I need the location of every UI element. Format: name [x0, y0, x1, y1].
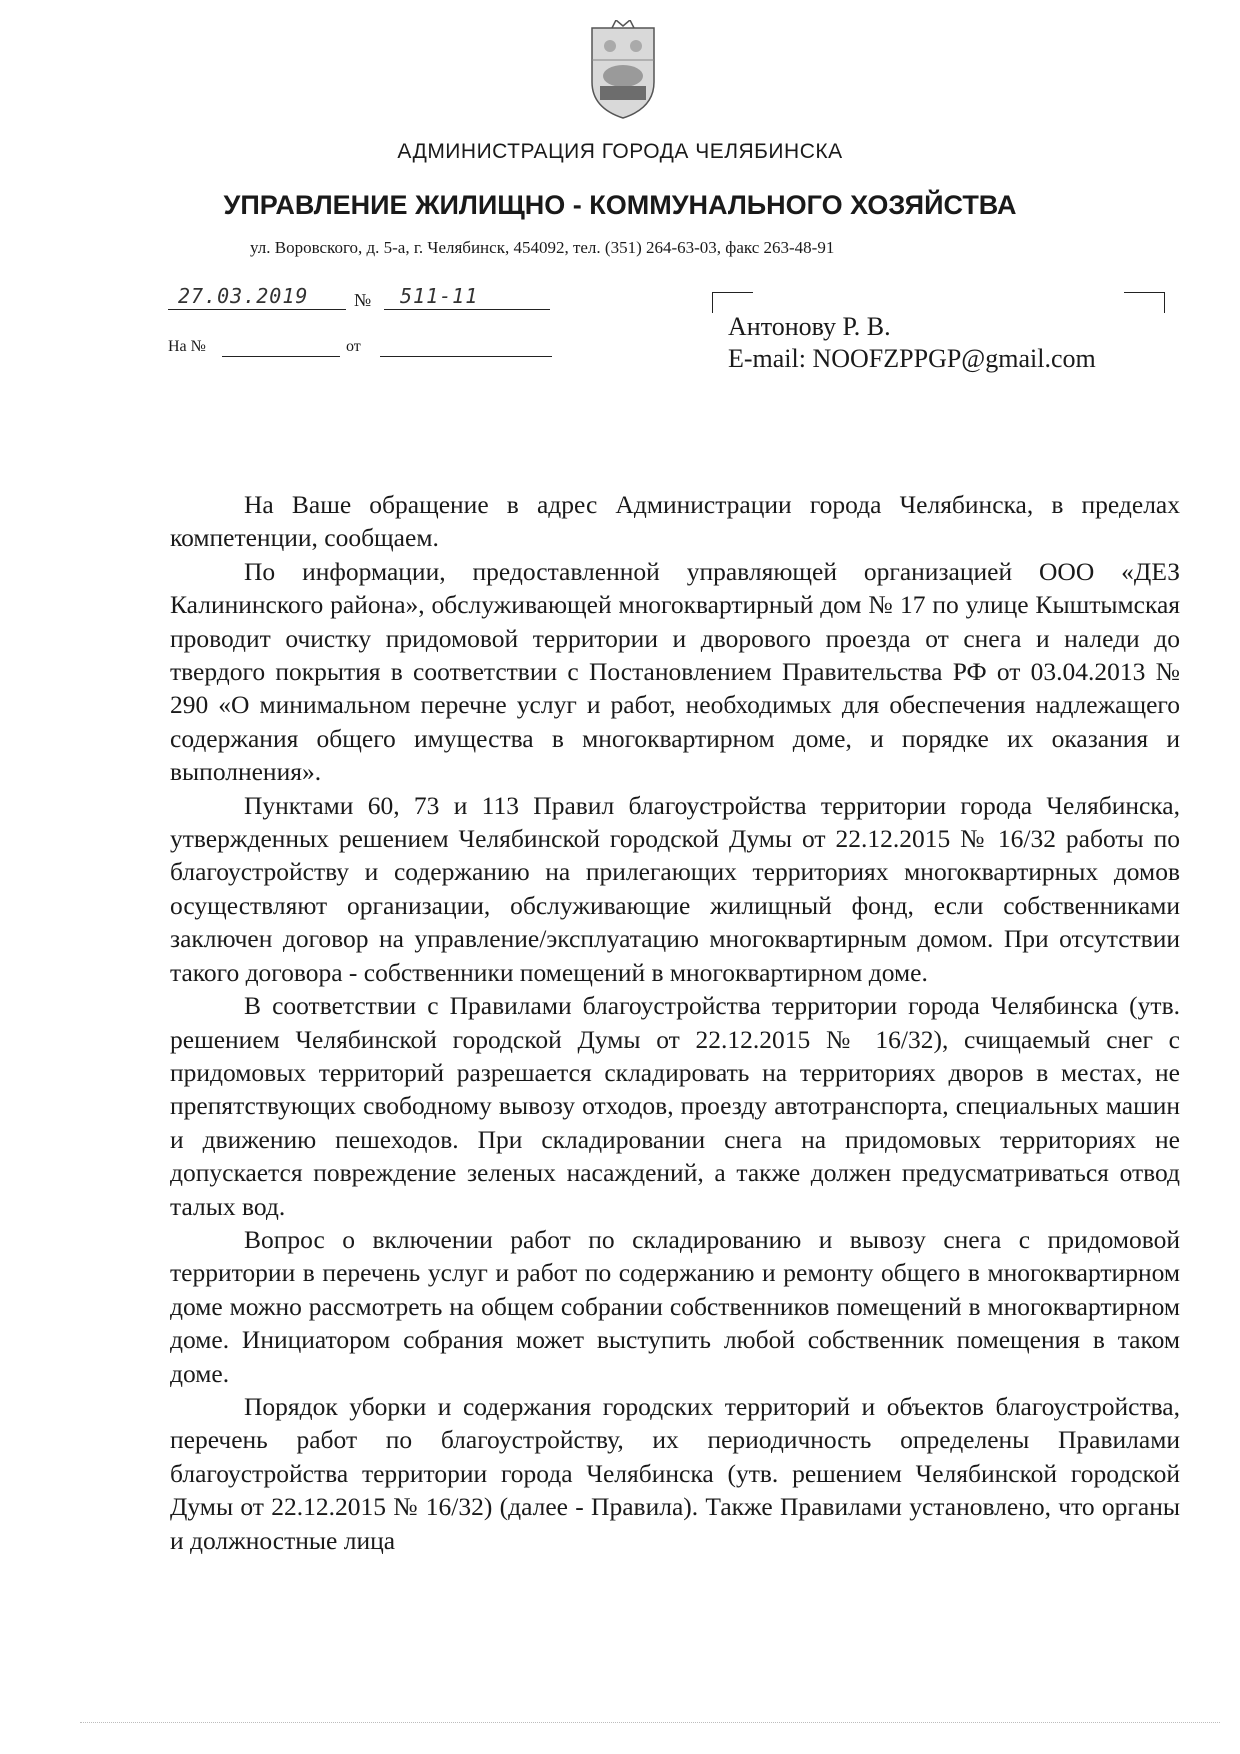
outgoing-number: 511-11	[400, 284, 479, 308]
outgoing-date: 27.03.2019	[178, 284, 309, 308]
body-paragraph: Вопрос о включении работ по складированию и вывозу снега с придомовой территории в перечень услуг и работ по содержанию и ремонту общего в многоквартирном доме можно рассмотреть на общем собрании собственников помещений в многоквартирном доме. Инициатором собрания может выступить любой собственник помещения в таком доме.	[170, 1224, 1180, 1388]
address-corner-right	[1124, 292, 1165, 313]
body-paragraph: Порядок уборки и содержания городских территорий и объектов благоустройства, перечень работ по благоустройству, их периодичность определены Правилами благоустройства территории города Челябинска (утв. решением Челябинской городской Думы от 22.12.2015 № 16/32) (далее - Правила). Также Правилами установлено, что органы и должностные лица	[170, 1391, 1180, 1555]
letter-body	[170, 488, 1180, 1557]
address-corner-left	[712, 292, 753, 313]
reply-date-underline	[380, 356, 552, 357]
reply-number-underline	[222, 356, 340, 357]
department-name: УПРАВЛЕНИЕ ЖИЛИЩНО - КОММУНАЛЬНОГО ХОЗЯЙСТВА	[223, 190, 1017, 220]
body-paragraph: Пунктами 60, 73 и 113 Правил благоустройства территории города Челябинска, утвержденных решением Челябинской городской Думы от 22.12.2015 № 16/32 работы по благоустройству и содержанию на прилегающих территориях многоквартирных домов осуществляют организации, обслуживающие жилищный фонд, если собственниками заключен договор на управление/эксплуатацию многоквартирным домом. При отсутствии такого договора - собственники помещений в многоквартирном доме.	[170, 790, 1180, 987]
number-underline	[384, 309, 550, 310]
body-paragraph: В соответствии с Правилами благоустройства территории города Челябинска (утв. решением Челябинской городской Думы от 22.12.2015 № 16/32), счищаемый снег с придомовых территорий разрешается складировать на территориях дворов в местах, не препятствующих свободному вывозу отходов, проезду автотранспорта, специальных машин и движению пешеходов. При складировании снега на придомовых территориях не допускается повреждение зеленых насаждений, а также должен предусматриваться отвод талых вод.	[170, 991, 1180, 1221]
coat-of-arms-icon	[582, 20, 664, 120]
date-underline	[168, 309, 346, 310]
department-address: ул. Воровского, д. 5-а, г. Челябинск, 454092, тел. (351) 264-63-03, факс 263-48-91	[250, 238, 835, 257]
body-paragraph: По информации, предоставленной управляющей организацией ООО «ДЕЗ Калининского района», обслуживающей многоквартирный дом № 17 по улице Кыштымская проводит очистку придомовой территории и дворового проезда от снега и наледи до твердого покрытия в соответствии с Постановлением Правительства РФ от 03.04.2013 № 290 «О минимальном перечне услуг и работ, необходимых для обеспечения надлежащего содержания общего имущества в многоквартирном доме, и порядке их оказания и выполнения».	[170, 556, 1180, 787]
administration-name: АДМИНИСТРАЦИЯ ГОРОДА ЧЕЛЯБИНСКА	[397, 140, 843, 163]
scan-noise-line	[80, 1722, 1220, 1723]
reply-to-label: На №	[168, 338, 206, 355]
recipient-email: E-mail: NOOFZPPGP@gmail.com	[728, 344, 1096, 373]
reply-from-label: от	[346, 338, 361, 355]
body-paragraph: На Ваше обращение в адрес Администрации города Челябинска, в пределах компетенции, сообщаем.	[170, 490, 1180, 553]
recipient-name: Антонову Р. В.	[728, 312, 891, 341]
outgoing-number-label: №	[354, 290, 372, 310]
